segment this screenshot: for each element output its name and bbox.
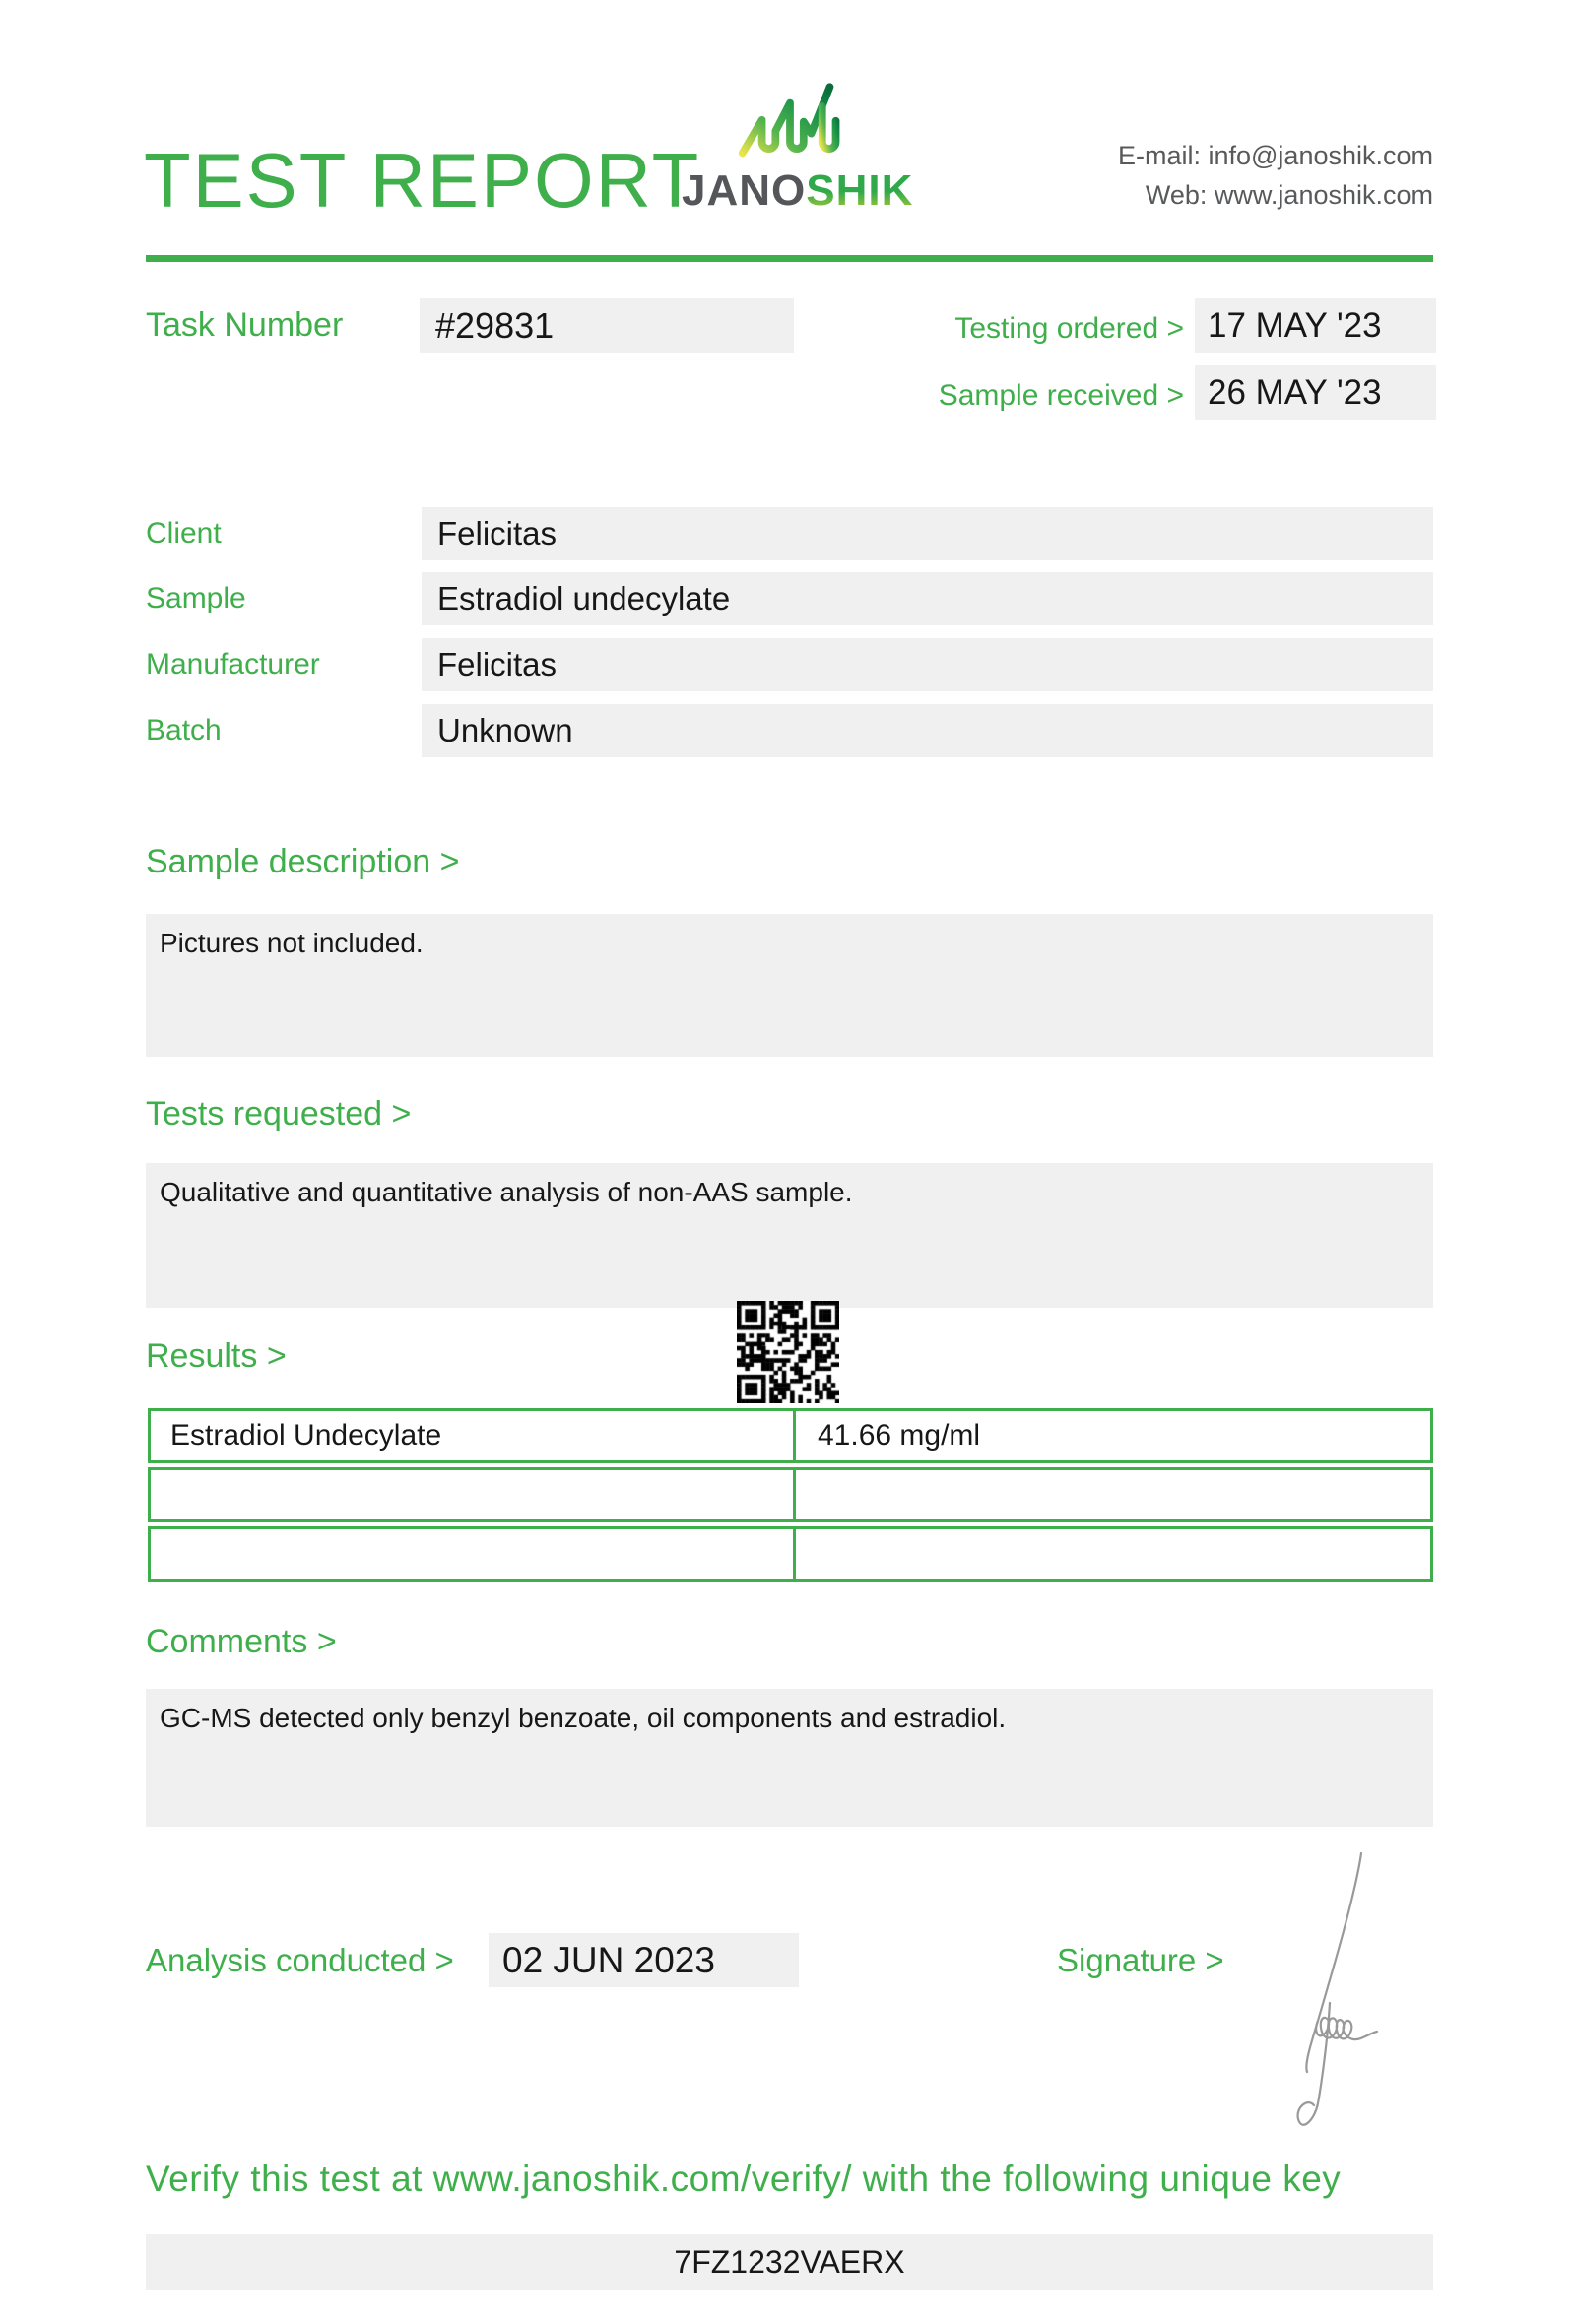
sample-label: Sample bbox=[146, 582, 246, 614]
signature-label: Signature > bbox=[1057, 1942, 1224, 1978]
qr-code bbox=[737, 1301, 839, 1403]
results-row bbox=[148, 1526, 1433, 1582]
result-substance bbox=[151, 1529, 796, 1579]
result-substance bbox=[151, 1470, 796, 1519]
testing-ordered-value: 17 MAY '23 bbox=[1195, 298, 1436, 353]
page-title: TEST REPORT bbox=[144, 137, 701, 224]
results-table bbox=[148, 1408, 1433, 1585]
brand-jano: JANO bbox=[682, 166, 807, 215]
email-label: E-mail: bbox=[1117, 141, 1201, 170]
contact-block bbox=[1118, 136, 1433, 215]
task-number-value: #29831 bbox=[420, 298, 794, 353]
verify-instruction: Verify this test at www.janoshik.com/verify/ with the following unique key bbox=[146, 2159, 1342, 2199]
results-heading: Results > bbox=[146, 1337, 287, 1375]
manufacturer-label: Manufacturer bbox=[146, 648, 320, 680]
batch-value: Unknown bbox=[422, 704, 1433, 757]
result-concentration bbox=[796, 1529, 1430, 1579]
brand-shik: SHIK bbox=[806, 166, 914, 215]
client-value: Felicitas bbox=[422, 507, 1433, 560]
result-concentration: 41.66 mg/ml bbox=[818, 1419, 981, 1452]
email-value: info@janoshik.com bbox=[1208, 141, 1433, 170]
comments-heading: Comments > bbox=[146, 1623, 337, 1660]
header-divider bbox=[146, 255, 1433, 262]
contact-web bbox=[1118, 175, 1433, 215]
janoshik-logo bbox=[682, 79, 914, 215]
results-row bbox=[148, 1467, 1433, 1522]
unique-key-value: 7FZ1232VAERX bbox=[146, 2234, 1433, 2290]
sample-received-label: Sample received > bbox=[938, 379, 1184, 412]
handwritten-signature-icon bbox=[1280, 1845, 1428, 2136]
web-value: www.janoshik.com bbox=[1214, 180, 1433, 210]
web-label: Web: bbox=[1145, 180, 1208, 210]
tests-requested-heading: Tests requested > bbox=[146, 1095, 412, 1132]
result-substance: Estradiol Undecylate bbox=[151, 1411, 796, 1460]
contact-email bbox=[1118, 136, 1433, 175]
results-row bbox=[148, 1408, 1433, 1463]
task-number-label: Task Number bbox=[146, 306, 344, 344]
batch-label: Batch bbox=[146, 714, 222, 746]
sample-value: Estradiol undecylate bbox=[422, 572, 1433, 625]
sample-description-box: Pictures not included. bbox=[146, 914, 1433, 1057]
comments-box: GC-MS detected only benzyl benzoate, oil components and estradiol. bbox=[146, 1689, 1433, 1827]
result-concentration bbox=[796, 1470, 1430, 1519]
brand-wordmark bbox=[682, 166, 914, 215]
analysis-conducted-value: 02 JUN 2023 bbox=[489, 1933, 799, 1987]
rising-bars-chart-icon bbox=[735, 79, 845, 165]
manufacturer-value: Felicitas bbox=[422, 638, 1433, 691]
sample-received-value: 26 MAY '23 bbox=[1195, 365, 1436, 420]
analysis-conducted-label: Analysis conducted > bbox=[146, 1942, 454, 1978]
testing-ordered-label: Testing ordered > bbox=[954, 312, 1184, 345]
sample-description-heading: Sample description > bbox=[146, 843, 460, 880]
tests-requested-box: Qualitative and quantitative analysis of non-AAS sample. bbox=[146, 1163, 1433, 1308]
client-label: Client bbox=[146, 517, 222, 549]
